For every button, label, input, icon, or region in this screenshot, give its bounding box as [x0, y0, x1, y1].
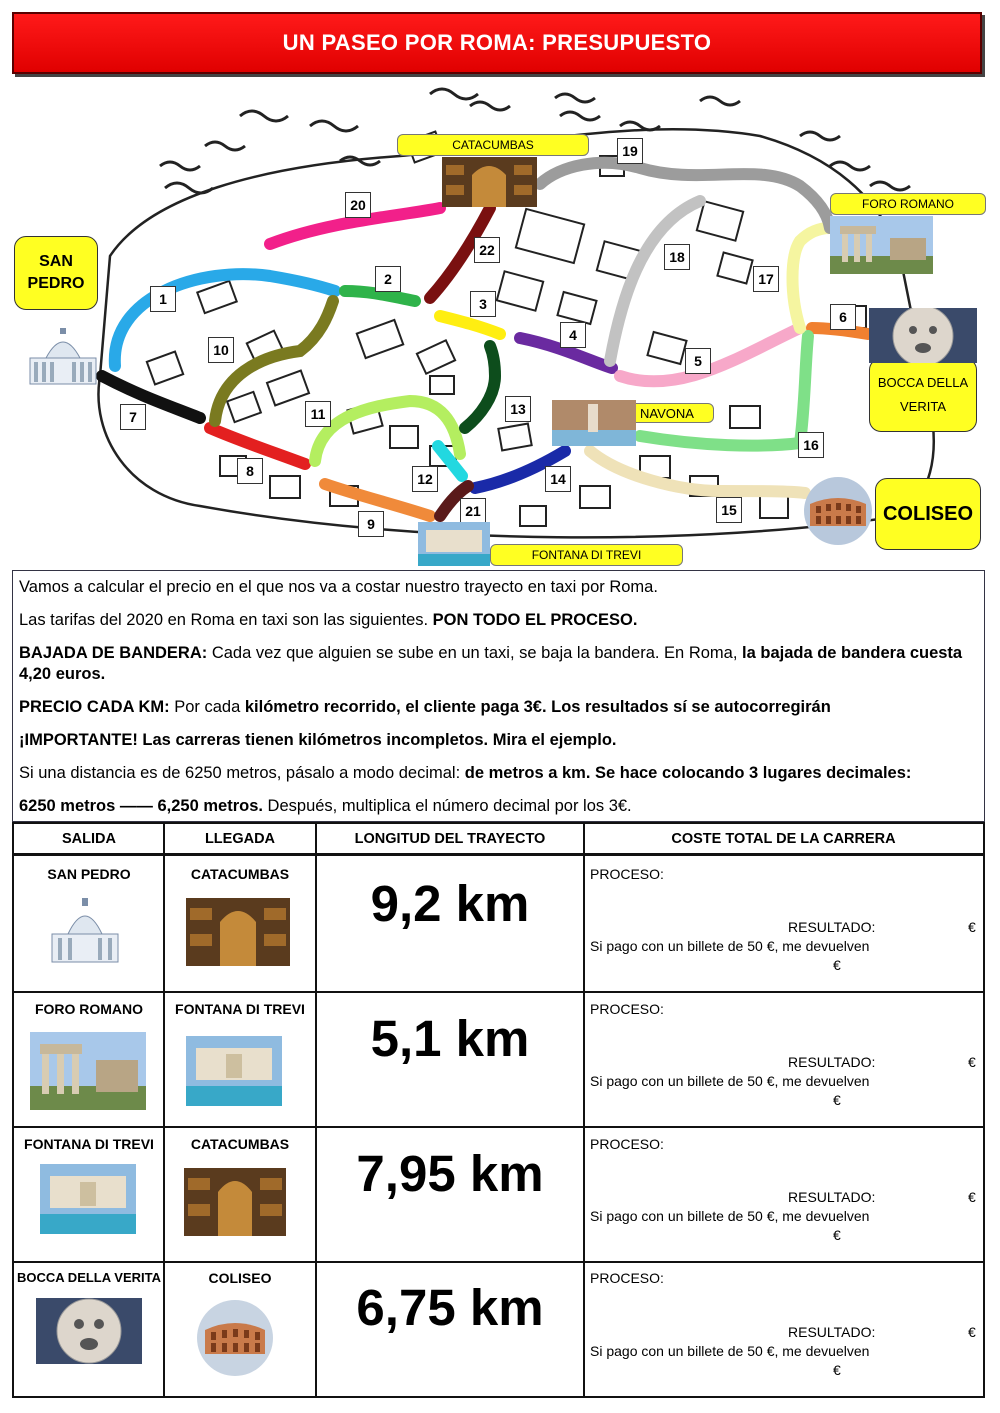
catacumbas-icon	[184, 1168, 286, 1236]
km-desc: Por cada	[169, 698, 245, 716]
row2-resultado-euro: €	[968, 1054, 976, 1070]
km-price-text	[19, 697, 978, 718]
row4-resultado-euro: €	[968, 1324, 976, 1340]
row3-change-euro: €	[833, 1227, 841, 1243]
row3-salida: FONTANA DI TREVI	[24, 1136, 154, 1152]
important-line: ¡IMPORTANTE! Las carreras tienen kilómetros incompletos. Mira el ejemplo.	[19, 731, 617, 749]
route-label-14: 14	[545, 466, 571, 492]
instructions-box	[12, 570, 985, 822]
divider	[163, 824, 165, 1396]
title-banner	[12, 12, 982, 74]
row3-resultado-label: RESULTADO:	[788, 1189, 876, 1205]
page-title: UN PASEO POR ROMA: PRESUPUESTO	[282, 30, 712, 55]
route-label-20: 20	[345, 192, 371, 218]
label-navona: NAVONA	[620, 403, 714, 423]
example-emphasis: 6250 metros —— 6,250 metros.	[19, 797, 263, 815]
bandera-price: la bajada de bandera cuesta 4,20 euros.	[19, 644, 963, 683]
row4-change-text: Si pago con un billete de 50 €, me devuelven	[590, 1343, 870, 1359]
route-label-1: 1	[150, 286, 176, 312]
bandera-heading: BAJADA DE BANDERA:	[19, 644, 208, 662]
decimal-text	[19, 763, 978, 784]
bandera-desc: Cada vez que alguien se sube en un taxi, se baja la bandera. En Roma,	[207, 644, 743, 662]
label-san-pedro: SAN PEDRO	[14, 236, 98, 310]
row4-change-euro: €	[833, 1362, 841, 1378]
route-label-6: 6	[830, 304, 856, 330]
row2-change-euro: €	[833, 1092, 841, 1108]
route-label-4: 4	[560, 322, 586, 348]
fontana-di-trevi-icon	[186, 1036, 282, 1106]
navona-photo	[552, 400, 636, 446]
row3-proceso-label: PROCESO:	[590, 1136, 664, 1152]
row2-resultado-label: RESULTADO:	[788, 1054, 876, 1070]
coliseo-icon	[195, 1298, 275, 1378]
header-salida: SALIDA	[14, 824, 164, 856]
row1-change-euro: €	[833, 957, 841, 973]
header-coste: COSTE TOTAL DE LA CARRERA	[584, 824, 983, 856]
route-label-22: 22	[474, 237, 500, 263]
row4-llegada: COLISEO	[208, 1270, 272, 1286]
km-price: kilómetro recorrido, el cliente paga 3€. Los resultados sí se autocorregirán	[244, 698, 831, 716]
label-fontana-di-trevi: FONTANA DI TREVI	[490, 544, 683, 566]
label-bocca-della-verita: BOCCA DELLA VERITA	[869, 358, 977, 432]
route-2	[345, 291, 415, 301]
intro-line: Vamos a calcular el precio en el que nos va a costar nuestro trayecto en taxi por Roma.	[19, 578, 658, 596]
route-label-21: 21	[460, 498, 486, 524]
foro-romano-icon	[30, 1032, 146, 1110]
row1-salida: SAN PEDRO	[47, 866, 131, 882]
row4-proceso-label: PROCESO:	[590, 1270, 664, 1286]
foro-romano-photo	[830, 216, 933, 274]
route-7	[102, 376, 200, 418]
label-catacumbas: CATACUMBAS	[397, 134, 589, 156]
san-pedro-icon	[50, 894, 120, 964]
divider	[14, 991, 983, 993]
decimal-emphasis: de metros a km. Se hace colocando 3 lugares decimales:	[464, 764, 912, 782]
row2-proceso-label: PROCESO:	[590, 1001, 664, 1017]
rome-map	[0, 76, 1000, 568]
divider	[14, 1261, 983, 1263]
route-label-8: 8	[237, 458, 263, 484]
budget-table	[12, 822, 985, 1398]
catacumbas-photo	[442, 157, 537, 207]
route-label-18: 18	[664, 244, 690, 270]
row1-resultado-euro: €	[968, 919, 976, 935]
tariffs-line: Las tarifas del 2020 en Roma en taxi son las siguientes.	[19, 611, 433, 629]
row1-proceso-label: PROCESO:	[590, 866, 664, 882]
route-3	[440, 316, 500, 334]
route-label-9: 9	[358, 511, 384, 537]
route-label-2: 2	[375, 266, 401, 292]
row1-resultado-label: RESULTADO:	[788, 919, 876, 935]
route-label-13: 13	[505, 396, 531, 422]
km-heading: PRECIO CADA KM:	[19, 698, 170, 716]
row4-salida: BOCCA DELLA VERITA	[17, 1270, 161, 1285]
row4-resultado-label: RESULTADO:	[788, 1324, 876, 1340]
label-coliseo: COLISEO	[875, 478, 981, 550]
bandera-text	[19, 643, 978, 685]
label-foro-romano: FORO ROMANO	[830, 193, 986, 215]
decimal-desc: Si una distancia es de 6250 metros, pásalo a modo decimal:	[19, 764, 465, 782]
row2-llegada: FONTANA DI TREVI	[175, 1001, 305, 1017]
row2-change-text: Si pago con un billete de 50 €, me devuelven	[590, 1073, 870, 1089]
row3-llegada: CATACUMBAS	[190, 1136, 290, 1152]
bocca-photo	[869, 308, 977, 363]
route-label-19: 19	[617, 138, 643, 164]
catacumbas-icon	[186, 898, 290, 966]
row1-llegada: CATACUMBAS	[190, 866, 290, 882]
route-19	[540, 163, 830, 228]
route-label-3: 3	[470, 291, 496, 317]
fontana-di-trevi-photo	[418, 522, 490, 566]
row1-distance: 9,2 km	[370, 875, 530, 932]
row1-change-text: Si pago con un billete de 50 €, me devuelven	[590, 938, 870, 954]
row3-distance: 7,95 km	[356, 1145, 544, 1202]
route-label-16: 16	[798, 432, 824, 458]
important-text	[19, 730, 978, 751]
fontana-di-trevi-icon	[40, 1164, 136, 1234]
row3-resultado-euro: €	[968, 1189, 976, 1205]
example-desc: Después, multiplica el número decimal por los 3€.	[262, 797, 632, 815]
row2-distance: 5,1 km	[370, 1010, 530, 1067]
route-17	[793, 228, 831, 328]
tariffs-text	[19, 610, 978, 631]
divider	[14, 1126, 983, 1128]
route-15	[590, 451, 805, 493]
example-text	[19, 796, 978, 817]
intro-text	[19, 577, 978, 598]
bocca-della-verita-icon	[36, 1298, 142, 1364]
route-label-10: 10	[208, 337, 234, 363]
route-label-17: 17	[753, 266, 779, 292]
tariffs-emphasis: PON TODO EL PROCESO.	[432, 611, 638, 629]
route-label-7: 7	[120, 404, 146, 430]
row4-distance: 6,75 km	[356, 1279, 544, 1336]
route-label-5: 5	[685, 348, 711, 374]
header-llegada: LLEGADA	[164, 824, 316, 856]
route-label-12: 12	[412, 466, 438, 492]
route-label-11: 11	[305, 401, 331, 427]
row2-salida: FORO ROMANO	[34, 1001, 144, 1017]
header-longitud: LONGITUD DEL TRAYECTO	[316, 824, 584, 856]
route-label-15: 15	[716, 497, 742, 523]
coliseo-photo	[800, 476, 876, 546]
san-pedro-photo	[28, 324, 98, 386]
route-13	[465, 346, 495, 428]
row3-change-text: Si pago con un billete de 50 €, me devuelven	[590, 1208, 870, 1224]
